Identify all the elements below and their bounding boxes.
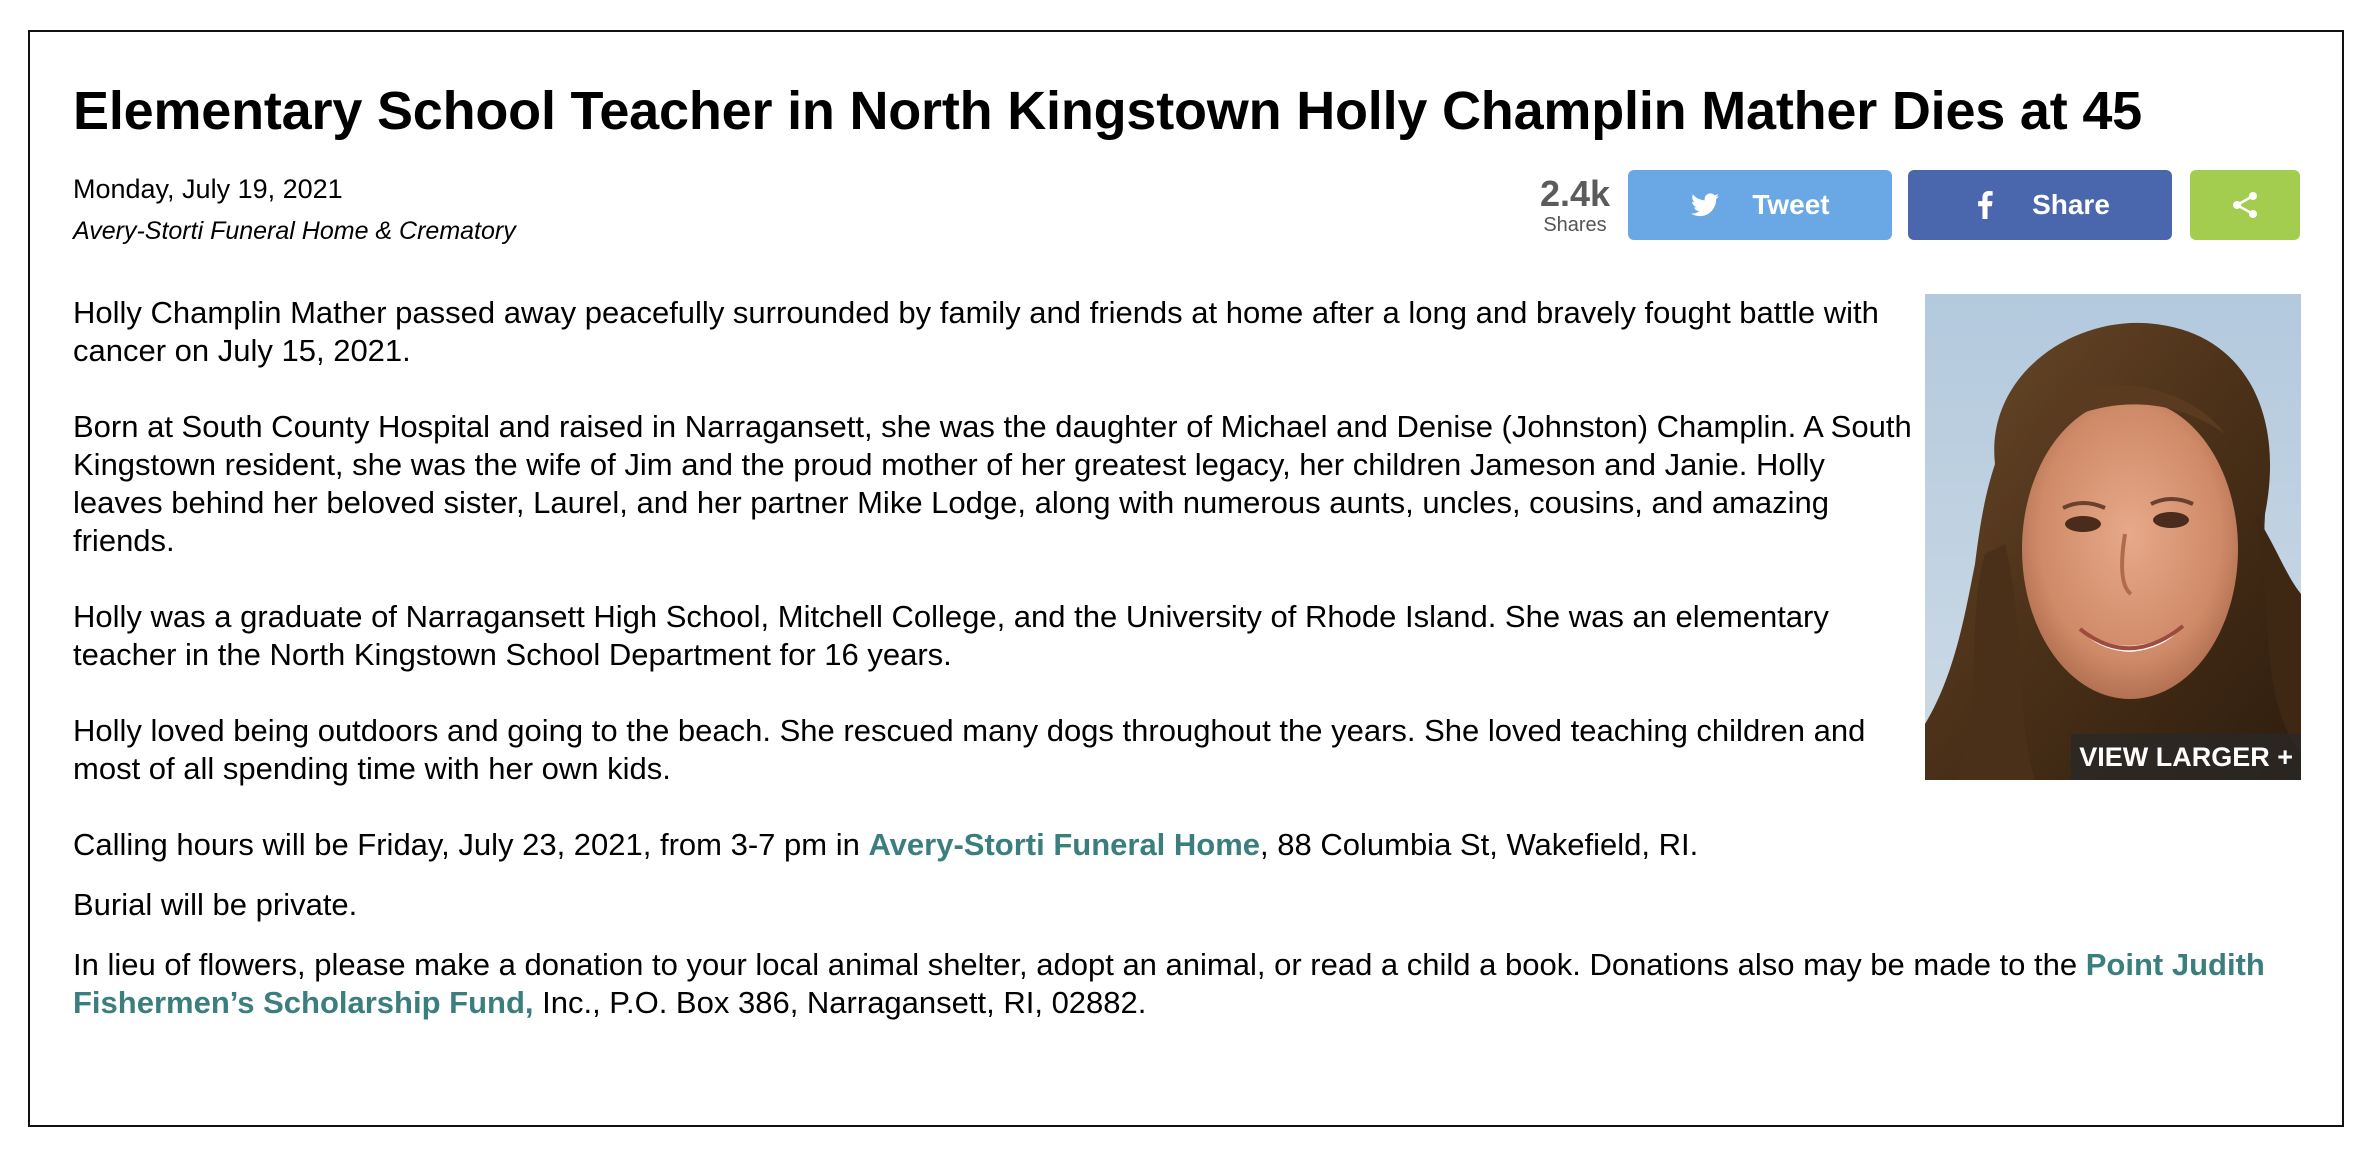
body-paragraph-4: Holly loved being outdoors and going to the beach. She rescued many dogs throughout the years. She loved teaching children and most of all spending time with her own kids.	[73, 713, 1866, 786]
body-paragraph-calling-hours	[73, 826, 1913, 864]
article-source: Avery-Storti Funeral Home & Crematory	[73, 217, 516, 245]
body-paragraph-3: Holly was a graduate of Narragansett High School, Mitchell College, and the University of Rhode Island. She was an elementary teacher in the North Kingstown School Department for 16 years.	[73, 599, 1829, 672]
share-count-label: Shares	[1543, 214, 1607, 236]
twitter-bird-icon	[1690, 190, 1720, 220]
body-paragraph-donations	[73, 946, 2273, 1022]
article-date: Monday, July 19, 2021	[73, 174, 343, 204]
calling-hours-text: Calling hours will be Friday, July 23, 2021, from 3-7 pm in	[73, 827, 869, 862]
funeral-home-link[interactable]: Avery-Storti Funeral Home	[868, 827, 1261, 862]
body-paragraph-burial: Burial will be private.	[73, 887, 358, 922]
share-count-number: 2.4k	[1539, 173, 1611, 214]
body-paragraph-2: Born at South County Hospital and raised in Narragansett, she was the daughter of Michael and Denise (Johnston) Champlin. A South Kingstown resident, she was the wife of Jim and the proud mother of her greatest legacy, her children Jameson and Janie. Holly leaves behind her beloved sister, Laurel, and her partner Mike Lodge, along with numerous aunts, uncles, cousins, and amazing friends.	[73, 409, 1912, 558]
article-title: Elementary School Teacher in North Kingstown Holly Champlin Mather Dies at 45	[73, 81, 2143, 141]
more-share-button[interactable]	[2190, 170, 2300, 240]
calling-hours-address: , 88 Columbia St, Wakefield, RI.	[1260, 827, 1699, 862]
tweet-button-label: Tweet	[1752, 189, 1830, 220]
body-paragraph-1: Holly Champlin Mather passed away peacefully surrounded by family and friends at home after a long and bravely fought battle with cancer on July 15, 2021.	[73, 295, 1879, 368]
share-count	[1528, 174, 1622, 236]
tweet-button[interactable]	[1628, 170, 1892, 240]
view-larger-button[interactable]: VIEW LARGER +	[2071, 734, 2301, 780]
obituary-photo[interactable]	[1925, 294, 2301, 780]
facebook-share-button-label: Share	[2032, 189, 2110, 220]
share-icon	[2230, 190, 2260, 220]
facebook-share-button[interactable]	[1908, 170, 2172, 240]
scholarship-fund-link[interactable]: Point Judith Fishermen’s Scholarship Fund,	[73, 947, 2265, 1020]
donations-address: Inc., P.O. Box 386, Narragansett, RI, 02882.	[533, 985, 1147, 1020]
portrait-illustration	[1925, 294, 2301, 780]
facebook-f-icon	[1970, 190, 2000, 220]
donations-text: In lieu of flowers, please make a donation to your local animal shelter, adopt an animal, or read a child a book. Donations also may be made to the	[73, 947, 2086, 982]
